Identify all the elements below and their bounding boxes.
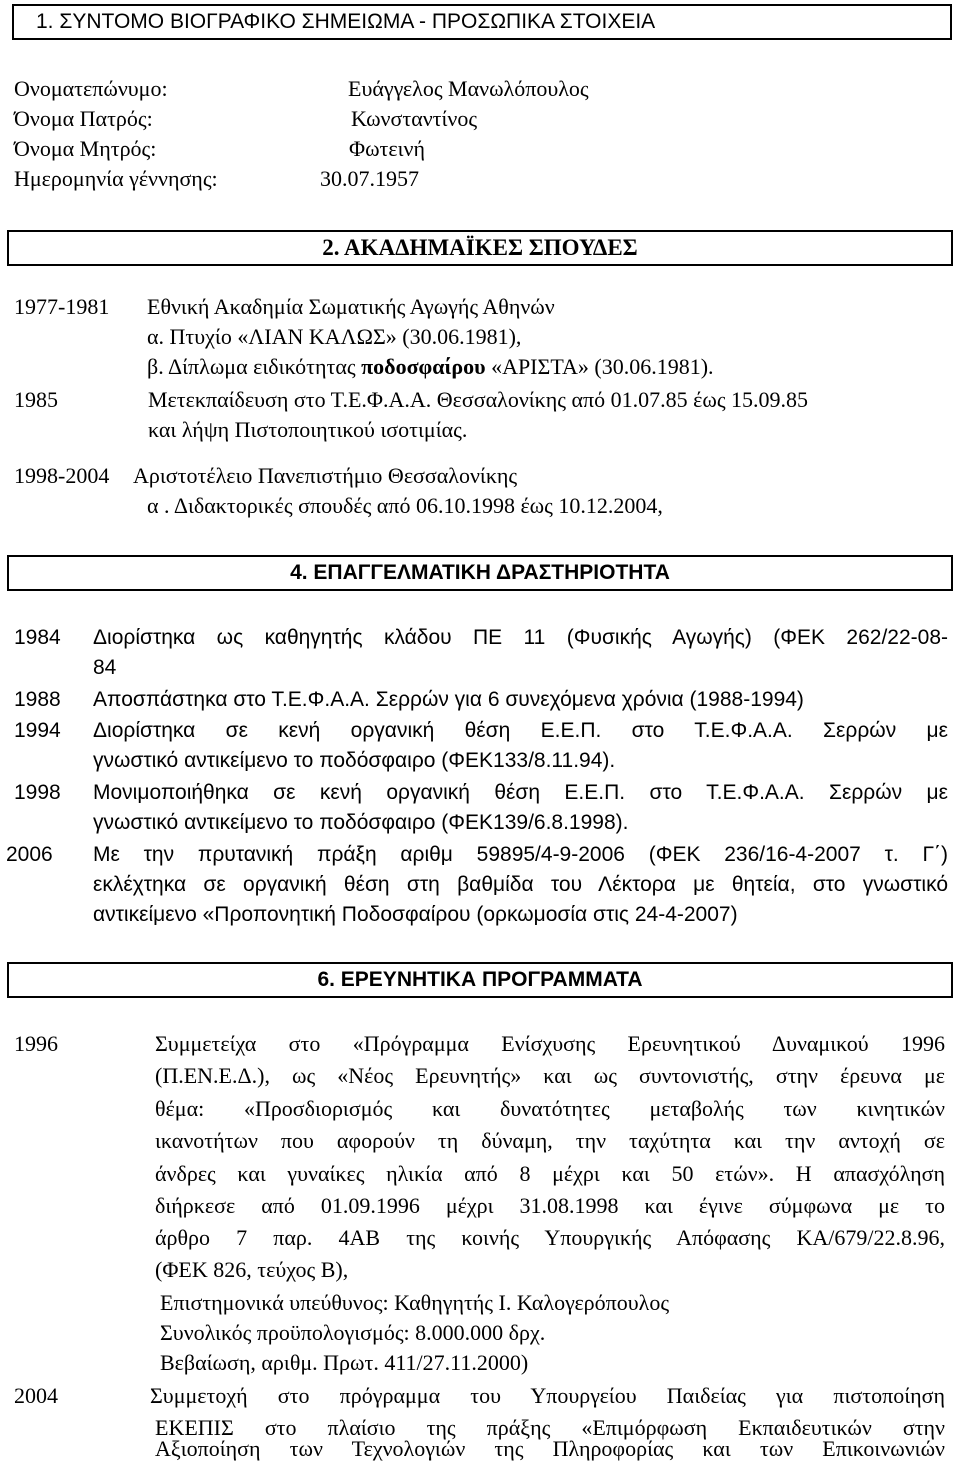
job-5-year: 2006: [6, 843, 53, 866]
job-2-line-1: Αποσπάστηκα στο Τ.Ε.Φ.Α.Α. Σερρών για 6 συνεχόμενα χρόνια (1988-1994): [93, 688, 804, 711]
section-2-header: 2. ΑΚΑΔΗΜΑΪΚΕΣ ΣΠΟΥΔΕΣ: [7, 230, 953, 266]
edu-1-title: Εθνική Ακαδημία Σωματικής Αγωγής Αθηνών: [147, 294, 555, 319]
edu-2-year: 1985: [14, 387, 58, 412]
section-6-header: 6. ΕΡΕΥΝΗΤΙΚΑ ΠΡΟΓΡΑΜΜΑΤΑ: [7, 962, 953, 998]
research-1-certificate: Βεβαίωση, αριθμ. Πρωτ. 411/27.11.2000): [160, 1350, 529, 1375]
research-2-line-1: Συμμετοχή στο πρόγραμμα του Υπουργείου Παιδείας για πιστοποίηση: [150, 1383, 945, 1408]
edu-3-line-a: α . Διδακτορικές σπουδές από 06.10.1998 έως 10.12.2004,: [147, 493, 663, 518]
research-1-line-7: άρθρο 7 παρ. 4ΑΒ της κοινής Υπουργικής Απόφασης ΚΑ/679/22.8.96,: [155, 1225, 945, 1250]
job-1-line-1: Διορίστηκα ως καθηγητής κλάδου ΠΕ 11 (Φυσικής Αγωγής) (ΦΕΚ 262/22-08-: [93, 626, 948, 649]
edu-1-degree-b-bold: ποδοσφαίρου: [361, 354, 486, 379]
research-1-line-3: θέμα: «Προσδιορισμός και δυνατότητες μεταβολής των κινητικών: [155, 1096, 945, 1121]
job-5-line-2: εκλέχτηκα σε οργανική θέση στη βαθμίδα του Λέκτορα με θητεία, στο γνωστικό: [93, 873, 948, 896]
field-label-birthdate: Ημερομηνία γέννησης:: [14, 166, 218, 191]
field-label-mother: Όνομα Μητρός:: [14, 136, 157, 161]
section-1-header: 1. ΣΥΝΤΟΜΟ ΒΙΟΓΡΑΦΙΚΟ ΣΗΜΕΙΩΜΑ - ΠΡΟΣΩΠΙΚΑ ΣΤΟΙΧΕΙΑ: [12, 4, 952, 40]
job-5-line-1: Με την πρυτανική πράξη αριθμ 59895/4-9-2006 (ΦΕΚ 236/16-4-2007 τ. Γ΄): [93, 843, 948, 866]
edu-3-year: 1998-2004: [14, 463, 110, 488]
research-1-budget: Συνολικός προϋπολογισμός: 8.000.000 δρχ.: [160, 1320, 546, 1345]
field-value-name: Ευάγγελος Μανωλόπουλος: [348, 76, 589, 101]
field-value-mother: Φωτεινή: [349, 136, 426, 161]
research-2-line-3: Αξιοποίηση των Τεχνολογιών της Πληροφορίας και των Επικοινωνιών: [155, 1436, 945, 1461]
edu-2-line-1: Μετεκπαίδευση στο Τ.Ε.Φ.Α.Α. Θεσσαλονίκης από 01.07.85 έως 15.09.85: [148, 387, 809, 412]
edu-3-title: Αριστοτέλειο Πανεπιστήμιο Θεσσαλονίκης: [133, 463, 518, 488]
edu-1-degree-a: α. Πτυχίο «ΛΙΑΝ ΚΑΛΩΣ» (30.06.1981),: [147, 324, 522, 349]
job-4-line-1: Μονιμοποιήθηκα σε κενή οργανική θέση Ε.Ε.Π. στο Τ.Ε.Φ.Α.Α. Σερρών με: [93, 781, 948, 804]
field-value-father: Κωνσταντίνος: [351, 106, 478, 131]
research-2-year: 2004: [14, 1383, 58, 1408]
job-3-line-1: Διορίστηκα σε κενή οργανική θέση Ε.Ε.Π. στο Τ.Ε.Φ.Α.Α. Σερρών με: [93, 719, 948, 742]
edu-1-degree-b: β. Δίπλωμα ειδικότητας ποδοσφαίρου «ΑΡΙΣΤΑ» (30.06.1981).: [147, 354, 714, 379]
job-1-year: 1984: [14, 626, 61, 649]
research-1-line-8: (ΦΕΚ 826, τεύχος Β),: [155, 1257, 349, 1282]
research-1-year: 1996: [14, 1031, 58, 1056]
research-1-line-4: ικανοτήτων που αφορούν τη δύναμη, την ταχύτητα και την αντοχή σε: [155, 1128, 945, 1153]
research-1-supervisor: Επιστημονικά υπεύθυνος: Καθηγητής Ι. Καλογερόπουλος: [160, 1290, 670, 1315]
job-4-line-2: γνωστικό αντικείμενο το ποδόσφαιρο (ΦΕΚ139/6.8.1998).: [93, 811, 629, 834]
research-1-line-5: άνδρες και γυναίκες ηλικία από 8 μέχρι και 50 ετών». Η απασχόληση: [155, 1161, 945, 1186]
research-1-line-2: (Π.ΕΝ.Ε.Δ.), ως «Νέος Ερευνητής» και ως συντονιστής, στην έρευνα με: [155, 1063, 945, 1088]
job-5-line-3: αντικείμενο «Προπονητική Ποδοσφαίρου (ορκωμοσία στις 24-4-2007): [93, 903, 738, 926]
field-label-father: Όνομα Πατρός:: [14, 106, 153, 131]
job-3-year: 1994: [14, 719, 61, 742]
research-1-line-1: Συμμετείχα στο «Πρόγραμμα Ενίσχυσης Ερευνητικού Δυναμικού 1996: [155, 1031, 945, 1056]
job-1-line-2: 84: [93, 656, 117, 679]
research-1-line-6: διήρκεσε από 01.09.1996 μέχρι 31.08.1998 και έγινε σύμφωνα με το: [155, 1193, 945, 1218]
job-3-line-2: γνωστικό αντικείμενο το ποδόσφαιρο (ΦΕΚ133/8.11.94).: [93, 749, 616, 772]
job-2-year: 1988: [14, 688, 61, 711]
field-value-birthdate: 30.07.1957: [320, 166, 419, 191]
field-label-name: Ονοματεπώνυμο:: [14, 76, 168, 101]
edu-1-year: 1977-1981: [14, 294, 110, 319]
research-2-line-2: ΕΚΕΠΙΣ στο πλαίσιο της πράξης «Επιμόρφωση Εκπαιδευτικών στην: [155, 1415, 945, 1440]
job-4-year: 1998: [14, 781, 61, 804]
edu-2-line-2: και λήψη Πιστοποιητικού ισοτιμίας.: [148, 417, 468, 442]
section-4-header: 4. ΕΠΑΓΓΕΛΜΑΤΙΚΗ ΔΡΑΣΤΗΡΙΟΤΗΤΑ: [7, 555, 953, 591]
